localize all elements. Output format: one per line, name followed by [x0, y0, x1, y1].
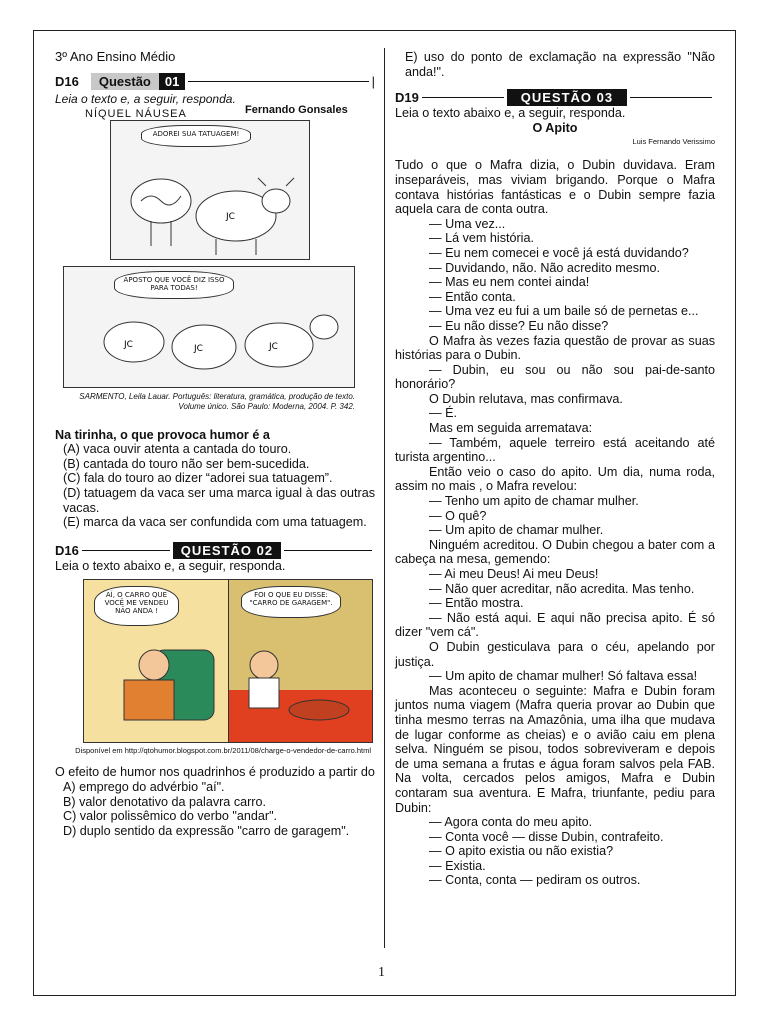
story-line: — Existia.	[429, 858, 486, 873]
story-line: — Então mostra.	[429, 596, 524, 611]
cartoon-panel-2	[229, 580, 372, 742]
story-line: Ninguém acreditou. O Dubin chegou a bater com a cabeça na mesa, gemendo:	[395, 537, 715, 567]
column-divider	[384, 48, 385, 948]
grade-header: 3º Ano Ensino Médio	[55, 49, 176, 64]
left-column	[55, 50, 375, 838]
question-2-option-b[interactable]: B) valor denotativo da palavra carro.	[63, 794, 267, 809]
story-line: — Uma vez eu fui a um baile só de pernetas e...	[429, 304, 699, 319]
story-title: O Apito	[532, 120, 578, 135]
question-2-header	[55, 542, 375, 559]
story-line: — O quê?	[429, 508, 487, 523]
story-line: — Dubin, eu sou ou não sou pai-de-santo honorário?	[395, 362, 715, 392]
svg-text:JC: JC	[194, 343, 203, 354]
cartoon-bubble-1: AÍ, O CARRO QUE VOCÊ ME VENDEU NÃO ANDA !	[94, 586, 179, 626]
question-1-header: D16 Questão 01 |	[55, 73, 375, 89]
question-2-option-c[interactable]: C) valor polissêmico do verbo "andar".	[63, 809, 278, 824]
question-2-code: D16	[55, 542, 79, 558]
question-3-header	[395, 89, 715, 106]
question-3-label: QUESTÃO 03	[507, 89, 627, 106]
story-line: — É.	[429, 406, 457, 421]
cows-drawing-1	[111, 121, 309, 259]
question-2-option-e[interactable]: E) uso do ponto de exclamação na expressão "Não anda!".	[405, 50, 715, 79]
story-line: — Um apito de chamar mulher.	[429, 523, 604, 538]
speech-bubble-1: ADOREI SUA TATUAGEM!	[141, 125, 251, 147]
comic-panel-1	[110, 120, 310, 260]
question-2-text: O efeito de humor nos quadrinhos é produzido a partir do	[55, 765, 375, 780]
right-column	[395, 50, 715, 888]
cartoon-panel-1	[84, 580, 229, 742]
comic-niquel-nausea	[55, 103, 375, 426]
question-2-label: QUESTÃO 02	[173, 542, 281, 559]
story-line: — Conta, conta — pediram os outros.	[429, 873, 641, 888]
story-line: — Então conta.	[429, 289, 516, 304]
cartoon-man-drawing	[84, 580, 228, 742]
question-3-instruction: Leia o texto abaixo e, a seguir, responda.	[395, 106, 626, 121]
story-line: — Uma vez...	[429, 216, 506, 231]
story-line: — Tenho um apito de chamar mulher.	[429, 494, 639, 509]
cows-drawing-2	[64, 267, 354, 387]
comic-panel-2	[63, 266, 355, 388]
story-author: Luis Fernando Verissimo	[632, 137, 715, 147]
question-2-option-a[interactable]: A) emprego do advérbio "aí".	[63, 779, 225, 794]
question-1-option-c[interactable]: (C) fala do touro ao dizer “adorei sua tatuagem”.	[63, 471, 333, 486]
story-text	[395, 158, 715, 888]
page-number: 1	[378, 965, 385, 980]
question-1-option-b[interactable]: (B) cantada do touro não ser bem-sucedida.	[63, 456, 310, 471]
question-2-option-d[interactable]: D) duplo sentido da expressão "carro de garagem".	[63, 823, 350, 838]
svg-text:JC: JC	[269, 341, 278, 352]
story-line: — Também, aquele terreiro está aceitando até turista argentino...	[395, 435, 715, 465]
question-1-option-d[interactable]: (D) tatuagem da vaca ser uma marca igual à das outras vacas.	[63, 485, 375, 515]
story-line: — Não quer acreditar, não acredita. Mas tenho.	[429, 581, 695, 596]
question-1-option-a[interactable]: (A) vaca ouvir atenta a cantada do touro.	[63, 442, 292, 457]
svg-text:JC: JC	[124, 339, 133, 350]
question-1-number: 01	[159, 73, 185, 90]
comic-2-source: Disponível em http://qtohumor.blogspot.com.br/2011/08/charge-o-vendedor-de-carro.html	[75, 746, 371, 756]
comic-car-seller	[83, 579, 373, 743]
question-1-text: Na tirinha, o que provoca humor é a	[55, 427, 270, 442]
story-line: — Não está aqui. E aqui não precisa apito. É só dizer "vem cá".	[395, 610, 715, 640]
story-line: — Ai meu Deus! Ai meu Deus!	[429, 567, 599, 581]
story-line: — Duvidando, não. Não acredito mesmo.	[429, 260, 661, 275]
cartoon-bubble-2: FOI O QUE EU DISSE: "CARRO DE GARAGEM".	[241, 586, 341, 618]
story-line: O Dubin relutava, mas confirmava.	[429, 391, 623, 406]
comic-1-source: SARMENTO, Leila Lauar. Português: literatura, gramática, produção de texto. Volume único. São Paulo: Moderna, 2004. P. 342.	[79, 391, 355, 411]
story-line: — Agora conta do meu apito.	[429, 815, 593, 830]
story-line: O Mafra às vezes fazia questão de provar as suas histórias para o Dubin.	[395, 333, 715, 363]
question-1-label: Questão	[91, 73, 159, 90]
question-1-option-e[interactable]: (E) marca da vaca ser confundida com uma tatuagem.	[63, 515, 367, 530]
speech-bubble-2: APOSTO QUE VOCÊ DIZ ISSO PARA TODAS!	[114, 271, 234, 299]
story-line: Mas em seguida arrematava:	[429, 421, 593, 436]
story-line: — Um apito de chamar mulher! Só faltava essa!	[429, 669, 698, 684]
story-line: — Conta você — disse Dubin, contrafeito.	[429, 829, 664, 844]
story-line: Tudo o que o Mafra dizia, o Dubin duvidava. Eram inseparáveis, mas viviam brigando. Porque o Mafra contava histórias fantásticas e o Dubin sempre fazia aquela cara de conta outra.	[395, 158, 715, 217]
story-line: Então veio o caso do apito. Um dia, numa roda, assim no mais , o Mafra revelou:	[395, 464, 715, 494]
question-3-code: D19	[395, 90, 419, 106]
story-line: — Eu não disse? Eu não disse?	[429, 318, 609, 333]
comic-author: Fernando Gonsales	[245, 103, 348, 116]
question-2-instruction: Leia o texto abaixo e, a seguir, responda.	[55, 558, 286, 573]
question-1-instruction: Leia o texto e, a seguir, responda.	[55, 91, 236, 106]
question-1-code: D16	[55, 73, 79, 89]
story-line: — O apito existia ou não existia?	[429, 844, 614, 859]
story-line: — Eu nem comecei e você já está duvidando?	[429, 245, 689, 260]
comic-title: NÍQUEL NÁUSEA	[85, 107, 187, 120]
story-line: — Mas eu nem contei ainda!	[429, 275, 590, 290]
story-line: — Lá vem história.	[429, 231, 534, 246]
story-line: O Dubin gesticulava para o céu, apelando por justiça.	[395, 639, 715, 669]
cartoon-seller-drawing	[229, 580, 372, 742]
story-line: Mas aconteceu o seguinte: Mafra e Dubin foram juntos numa viagem (Mafra queria provar ao Dubin que tinha mesmo terras na Amazônia, uma ilha que mudava de lugar conforme as cheias) e o avião caiu em plena selva. Ninguém se pisou, todos sobreviveram e depois de uma semana a frutas e água foram salvos pela FAB. Na volta, cercados pelos amigos, Mafra e Dubin contaram sua aventura. E Mafra, triunfante, pediu para Dubin:	[395, 683, 715, 815]
svg-text:JC: JC	[226, 211, 235, 222]
